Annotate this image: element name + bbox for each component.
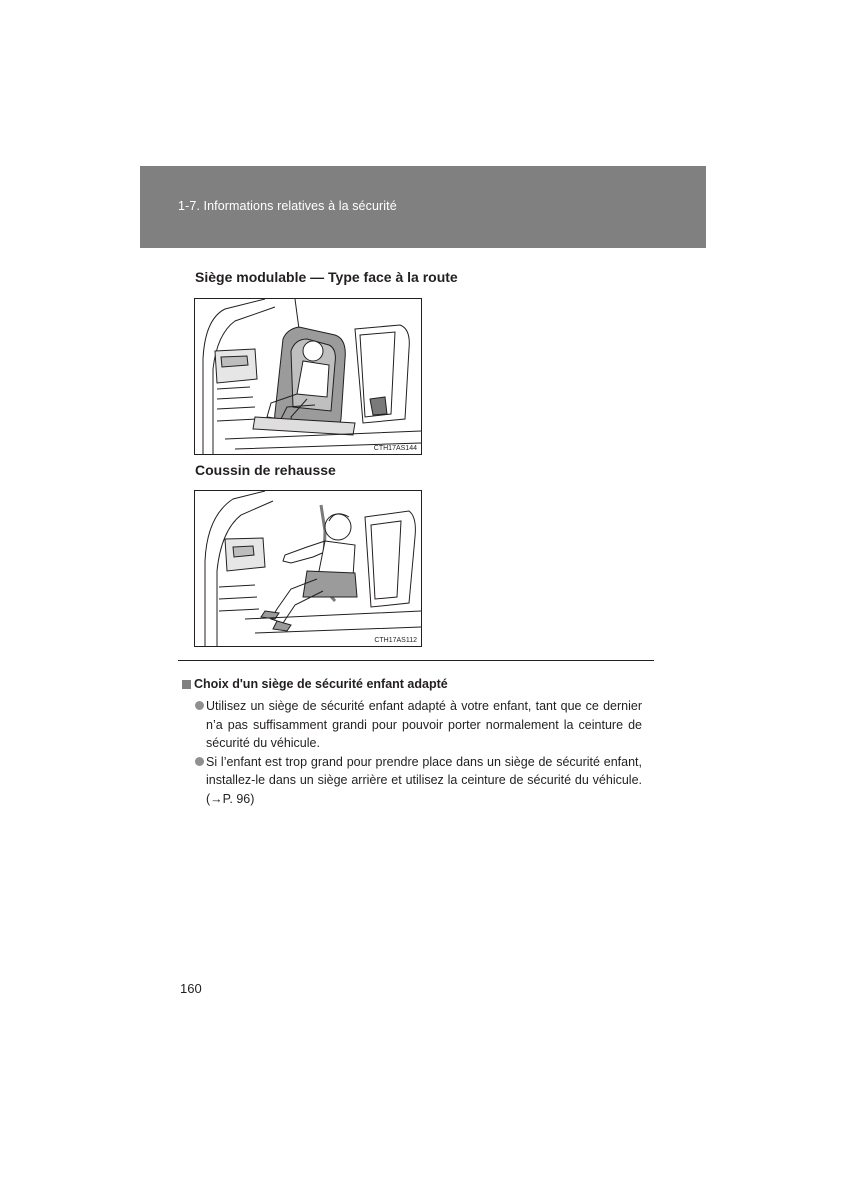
square-bullet-icon (182, 680, 191, 689)
circle-bullet-icon (195, 701, 204, 710)
bullet-text: Utilisez un siège de sécurité enfant adapté à votre enfant, tant que ce dernier n’a pas suffisamment grandi pour pouvoir porter normalement la ceinture de sécurité du véhicule. (206, 699, 642, 750)
note-heading-text: Choix d'un siège de sécurité enfant adapté (194, 677, 448, 691)
section-title-booster-cushion: Coussin de rehausse (195, 462, 336, 478)
figure-code: CTH17AS112 (374, 637, 417, 644)
note-heading (182, 677, 448, 691)
chapter-header-bar (140, 166, 706, 248)
figure-code: CTH17AS144 (373, 445, 417, 452)
list-item (195, 697, 642, 753)
note-bullet-list (195, 697, 642, 808)
list-item (195, 753, 642, 809)
booster-cushion-drawing (195, 491, 421, 646)
chapter-title: 1-7. Informations relatives à la sécurité (178, 199, 397, 213)
circle-bullet-icon (195, 757, 204, 766)
illustration-convertible-seat (194, 298, 422, 455)
illustration-booster-cushion (194, 490, 422, 647)
section-divider (178, 660, 654, 661)
section-title-forward-facing: Siège modulable — Type face à la route (195, 269, 458, 285)
page-number: 160 (180, 981, 202, 996)
bullet-text: Si l’enfant est trop grand pour prendre place dans un siège de sécurité enfant, installez-le dans un siège arrière et utilisez la ceinture de sécurité du véhicule. (→P. 96) (206, 754, 642, 806)
convertible-seat-drawing (195, 299, 421, 454)
